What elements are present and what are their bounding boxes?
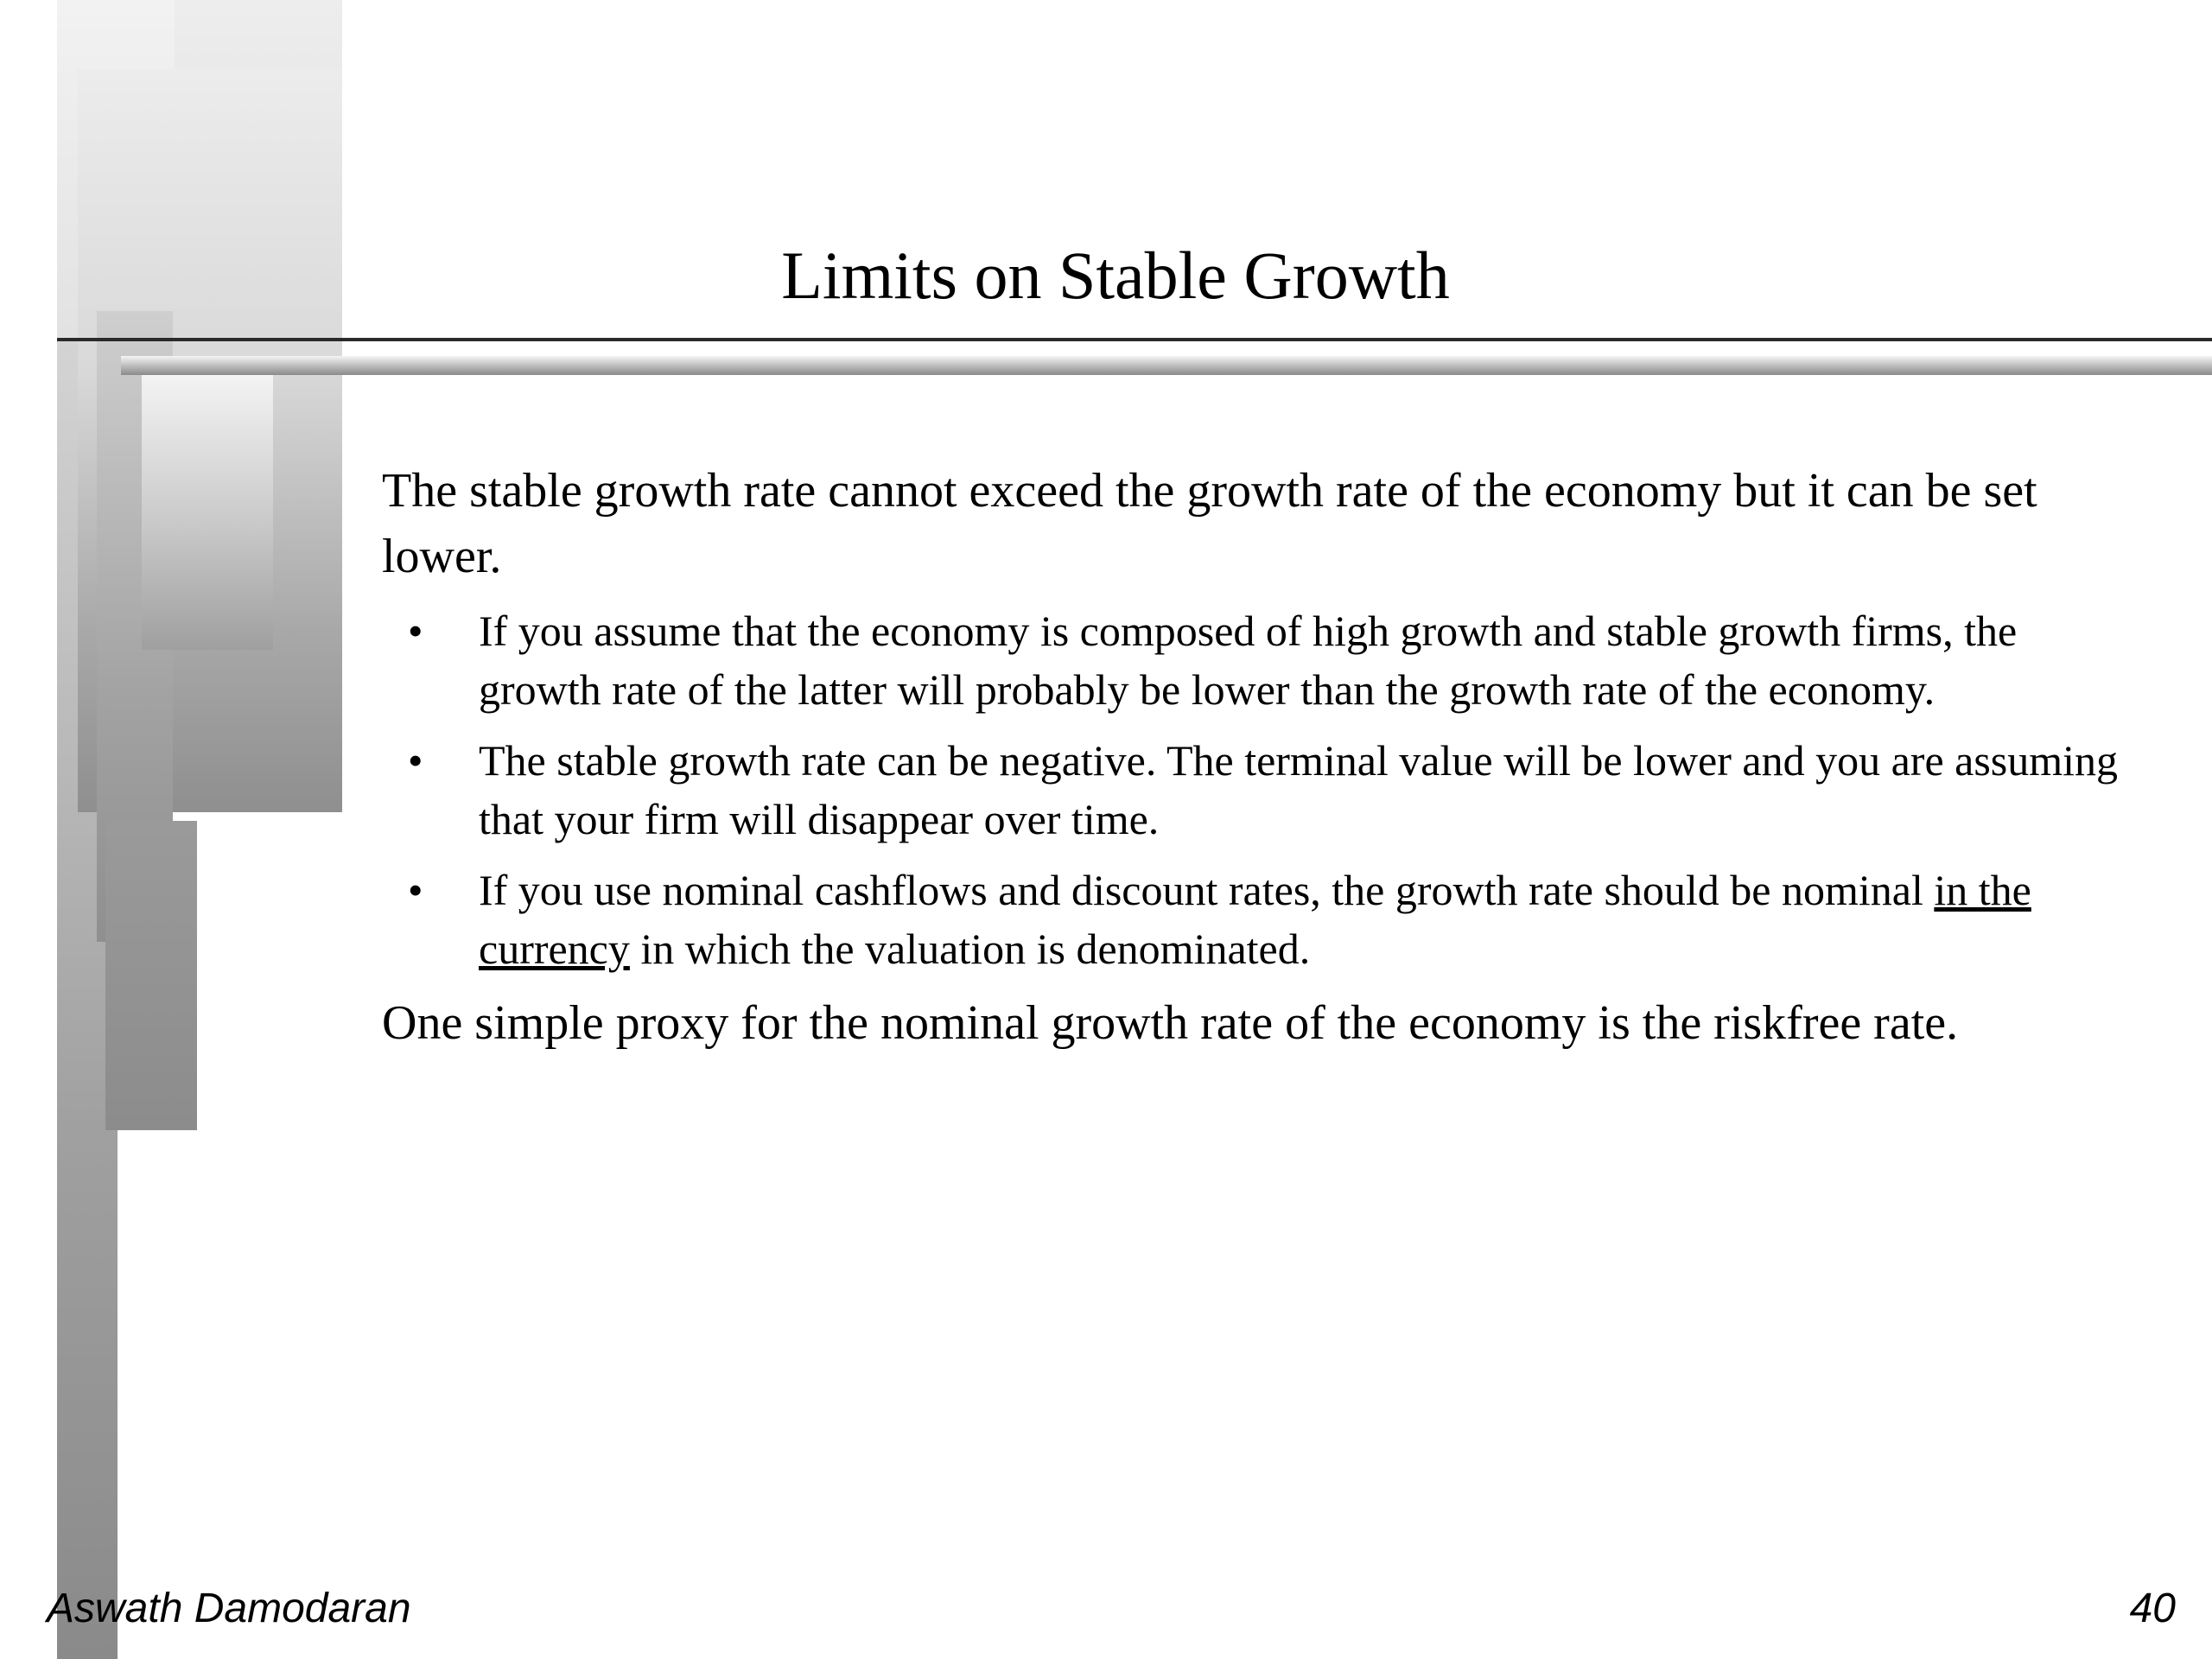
footer-author: Aswath Damodaran [47,1586,411,1631]
slide-title: Limits on Stable Growth [781,238,1450,313]
decorative-bar [142,372,273,650]
bullet-icon: • [408,736,423,785]
bullet-text: If you assume that the economy is composed of high growth and stable growth firms, the growth rate of the latter will probably be lower than the growth rate of the economy. [479,607,2018,714]
decorative-bar [105,821,197,1130]
bullet-list [382,601,2145,978]
bullet-icon: • [408,866,423,914]
page-number: 40 [2129,1586,2176,1631]
bullet-icon: • [408,607,423,655]
title-divider-line [57,338,2212,341]
bullet-item [382,731,2145,849]
paragraph-stable-growth-limit: The stable growth rate cannot exceed the growth rate of the economy but it can be set lower. [382,464,2037,583]
bullet-text-underlined: in the currency [479,866,2031,973]
bullet-text-after: in which the valuation is denominated. [629,925,1311,973]
bullet-item [382,601,2145,719]
paragraph-riskfree-proxy: One simple proxy for the nominal growth rate of the economy is the riskfree rate. [382,996,1959,1050]
title-divider-bar [121,356,2212,375]
slide-body [382,458,2145,1056]
bullet-text-before: If you use nominal cashflows and discount rates, the growth rate should be nominal [479,866,1935,914]
bullet-item [382,861,2145,978]
bullet-text: The stable growth rate can be negative. The terminal value will be lower and you are assuming that your firm will disappear over time. [479,736,2119,843]
